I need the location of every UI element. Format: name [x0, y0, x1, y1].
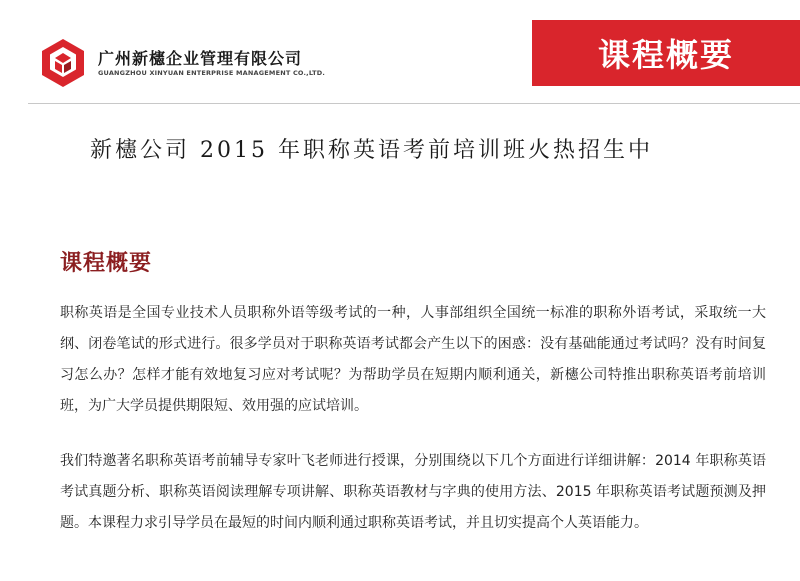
page-header — [0, 0, 800, 100]
paragraph-course-details: 我们特邀著名职称英语考前辅导专家叶飞老师进行授课，分别围绕以下几个方面进行详细讲解：2014 年职称英语考试真题分析、职称英语阅读理解专项讲解、职称英语教材与字典的使用方法、2015 年职称英语考试题预测及押题。本课程力求引导学员在最短的时间内顺利通过职称英语考试，并且切实提高个人英语能力。 — [60, 453, 766, 531]
section-heading: 课程概要 — [60, 251, 153, 276]
header-banner: 课程概要 — [532, 20, 800, 86]
header-divider — [28, 103, 800, 104]
paragraph-intro: 职称英语是全国专业技术人员职称外语等级考试的一种，人事部组织全国统一标准的职称外语考试，采取统一大纲、闭卷笔试的形式进行。很多学员对于职称英语考试都会产生以下的困惑：没有基础能通过考试吗？没有时间复习怎么办？怎样才能有效地复习应对考试呢？为帮助学员在短期内顺利通关，新櫶公司特推出职称英语考前培训班，为广大学员提供期限短、效用强的应试培训。 — [60, 305, 766, 414]
company-name-cn: 广州新櫶企业管理有限公司 — [98, 49, 303, 68]
company-name-en: GUANGZHOU XINYUAN ENTERPRISE MANAGEMENT CO.,LTD. — [98, 69, 326, 77]
company-logo-icon — [38, 37, 88, 87]
document-title: 新櫶公司 2015 年职称英语考前培训班火热招生中 — [90, 138, 653, 163]
